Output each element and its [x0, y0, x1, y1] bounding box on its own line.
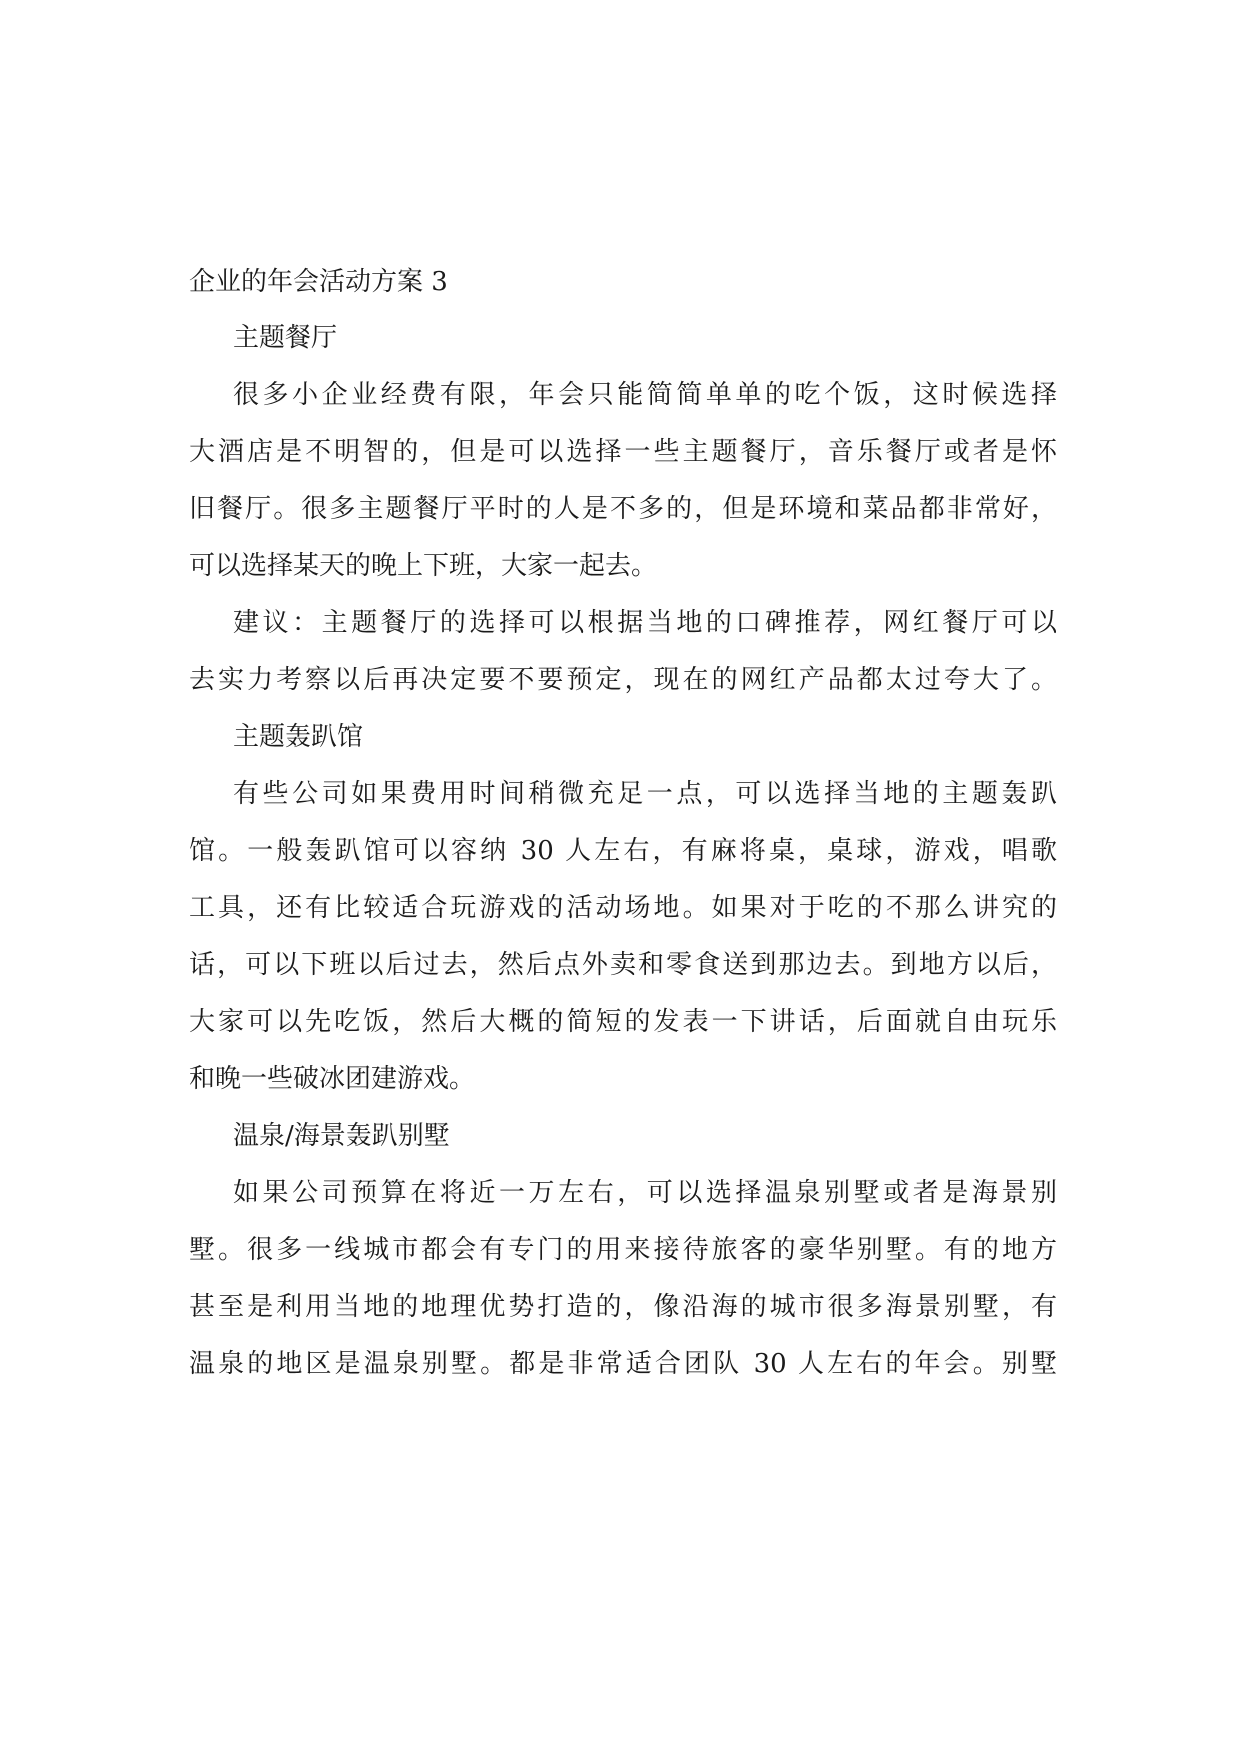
paragraph-line: 很多小企业经费有限，年会只能简简单单的吃个饭，这时候选择	[233, 380, 1057, 410]
paragraph-line: 馆。一般轰趴馆可以容纳 30 人左右，有麻将桌，桌球，游戏，唱歌	[189, 836, 1057, 866]
paragraph-line: 建议：主题餐厅的选择可以根据当地的口碑推荐，网红餐厅可以	[233, 608, 1057, 638]
paragraph-line: 话，可以下班以后过去，然后点外卖和零食送到那边去。到地方以后，	[189, 950, 1057, 980]
paragraph-line: 甚至是利用当地的地理优势打造的，像沿海的城市很多海景别墅，有	[189, 1292, 1057, 1322]
paragraph-line: 可以选择某天的晚上下班，大家一起去。	[189, 551, 658, 581]
paragraph-line: 大家可以先吃饭，然后大概的简短的发表一下讲话，后面就自由玩乐	[189, 1007, 1057, 1037]
section-heading-theme-party-hall: 主题轰趴馆	[233, 722, 364, 752]
paragraph-line: 温泉的地区是温泉别墅。都是非常适合团队 30 人左右的年会。别墅	[189, 1349, 1057, 1379]
paragraph-line: 大酒店是不明智的，但是可以选择一些主题餐厅，音乐餐厅或者是怀	[189, 437, 1057, 467]
paragraph-line: 如果公司预算在将近一万左右，可以选择温泉别墅或者是海景别	[233, 1178, 1057, 1208]
paragraph-line: 有些公司如果费用时间稍微充足一点，可以选择当地的主题轰趴	[233, 779, 1057, 809]
document-title: 企业的年会活动方案 3	[189, 267, 448, 297]
section-heading-villa: 温泉/海景轰趴别墅	[233, 1121, 450, 1151]
paragraph-line: 去实力考察以后再决定要不要预定，现在的网红产品都太过夸大了。	[189, 665, 1057, 695]
paragraph-line: 工具，还有比较适合玩游戏的活动场地。如果对于吃的不那么讲究的	[189, 893, 1057, 923]
section-heading-theme-restaurant: 主题餐厅	[233, 323, 338, 353]
paragraph-line: 旧餐厅。很多主题餐厅平时的人是不多的，但是环境和菜品都非常好，	[189, 494, 1057, 524]
paragraph-line: 和晚一些破冰团建游戏。	[189, 1064, 476, 1094]
paragraph-line: 墅。很多一线城市都会有专门的用来接待旅客的豪华别墅。有的地方	[189, 1235, 1057, 1265]
